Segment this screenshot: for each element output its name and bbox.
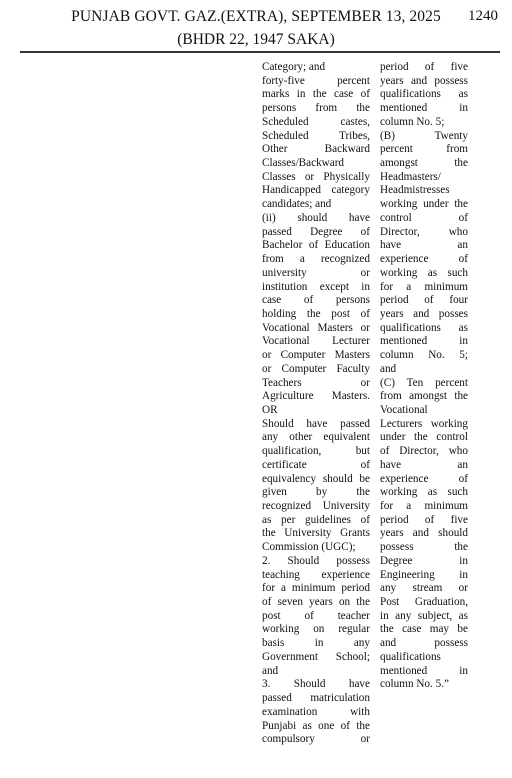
text-line: basis in any — [262, 637, 370, 650]
text-line: qualifications as — [380, 88, 468, 101]
text-line: Director, who — [380, 225, 468, 238]
text-line: Degree in — [380, 554, 468, 567]
text-column-right — [380, 61, 468, 692]
text-line: of seven years on the — [262, 596, 370, 609]
text-line: years and should — [380, 527, 468, 540]
text-line: passed matriculation — [262, 692, 370, 705]
text-line: for a minimum — [380, 500, 468, 512]
text-line: candidates; and — [262, 198, 332, 211]
text-line: or Computer Faculty — [262, 362, 370, 375]
text-line: Government School; — [262, 650, 370, 663]
text-line: Scheduled castes, — [262, 115, 370, 128]
gazette-header-title: PUNJAB GOVT. GAZ.(EXTRA), SEPTEMBER 13, 2025 — [71, 8, 441, 25]
text-line: control of — [380, 211, 468, 224]
text-line: marks in the case of — [262, 88, 370, 101]
text-line: as per guidelines of — [262, 513, 370, 526]
text-line: Vocational Lecturer — [262, 335, 370, 348]
text-line: equivalency should be — [262, 472, 370, 485]
text-line: 3. Should have — [262, 678, 370, 691]
text-line: Teachers or — [262, 376, 370, 389]
text-line: post of teacher — [262, 609, 370, 622]
text-line: mentioned in — [380, 664, 468, 677]
text-line: Agriculture Masters. — [262, 390, 370, 403]
text-line: (ii) should have — [262, 211, 370, 224]
header-divider — [20, 51, 500, 53]
text-line: the University Grants — [262, 527, 370, 540]
text-line: Handicapped category — [262, 184, 370, 197]
text-line: OR — [262, 403, 278, 416]
text-line: compulsory or — [262, 733, 370, 746]
text-line: working under the — [380, 198, 468, 211]
text-line: institution except in — [262, 280, 370, 293]
text-line: working as such — [380, 266, 468, 279]
text-line: Post Graduation, — [380, 596, 468, 609]
text-line: qualifications as — [380, 321, 468, 334]
text-line: Commission (UGC); — [262, 541, 356, 554]
text-line: period of four — [380, 294, 468, 307]
text-line: possess the — [380, 541, 468, 554]
page-number: 1240 — [468, 8, 498, 24]
text-line: working on regular — [262, 623, 370, 636]
text-line: any other equivalent — [262, 431, 370, 444]
text-line: passed Degree of — [262, 225, 370, 238]
text-line: Lecturers working — [380, 417, 468, 430]
text-line: column No. 5; — [380, 349, 468, 362]
text-line: examination with — [262, 705, 370, 718]
text-line: forty-five percent — [262, 74, 370, 87]
text-line: working as such — [380, 486, 468, 499]
text-line: qualifications — [380, 650, 441, 663]
text-line: have an — [380, 458, 468, 471]
text-line: and possess — [380, 637, 468, 650]
text-line: years and posses — [380, 307, 468, 320]
text-line: mentioned in — [380, 335, 468, 348]
text-line: for a minimum — [380, 280, 468, 293]
text-line: Classes/Backward — [262, 157, 345, 170]
text-line: from a recognized — [262, 253, 370, 266]
text-line: university or — [262, 266, 370, 279]
text-line: Punjabi as one of the — [262, 719, 370, 732]
text-line: teaching experience — [262, 568, 370, 581]
text-line: column No. 5; — [380, 115, 445, 128]
text-line: Should have passed — [262, 417, 370, 430]
text-line: under the control — [380, 431, 468, 444]
text-line: persons from the — [262, 102, 370, 115]
text-line: Category; and — [262, 61, 326, 73]
text-line: Vocational Masters or — [262, 321, 370, 334]
text-line: Vocational — [380, 403, 428, 416]
text-line: Bachelor of Education — [262, 239, 370, 252]
text-line: case of persons — [262, 294, 370, 307]
text-line: (B) Twenty — [380, 129, 468, 142]
text-line: holding the post of — [262, 307, 370, 320]
gazette-header-date: (BHDR 22, 1947 SAKA) — [177, 31, 335, 48]
text-line: Scheduled Tribes, — [262, 129, 370, 142]
text-line: period of five — [380, 513, 468, 526]
text-line: and — [262, 664, 279, 677]
text-line: column No. 5.” — [380, 678, 449, 691]
text-line: Headmistresses — [380, 184, 450, 197]
text-line: for a minimum period — [262, 582, 370, 595]
text-line: or Computer Masters — [262, 349, 370, 362]
text-line: Engineering in — [380, 568, 468, 581]
text-line: Classes or Physically — [262, 170, 370, 183]
text-line: experience of — [380, 253, 468, 266]
text-line: Headmasters/ — [380, 170, 441, 183]
text-line: Other Backward — [262, 143, 370, 156]
text-line: certificate of — [262, 458, 370, 471]
text-line: and — [380, 362, 397, 375]
text-column-left — [262, 61, 370, 747]
text-line: any stream or — [380, 582, 468, 595]
text-line: in any subject, as — [380, 609, 468, 622]
text-line: the case may be — [380, 623, 468, 636]
text-line: period of five — [380, 61, 468, 73]
text-line: given by the — [262, 486, 370, 499]
text-line: qualification, but — [262, 445, 370, 458]
text-line: 2. Should possess — [262, 554, 370, 567]
text-line: recognized University — [262, 500, 370, 512]
text-line: years and possess — [380, 74, 468, 87]
text-line: mentioned in — [380, 102, 468, 115]
text-line: amongst the — [380, 157, 468, 170]
text-line: from amongst the — [380, 390, 468, 403]
text-line: of Director, who — [380, 445, 468, 458]
text-line: experience of — [380, 472, 468, 485]
text-line: percent from — [380, 143, 468, 156]
text-line: have an — [380, 239, 468, 252]
text-line: (C) Ten percent — [380, 376, 468, 389]
